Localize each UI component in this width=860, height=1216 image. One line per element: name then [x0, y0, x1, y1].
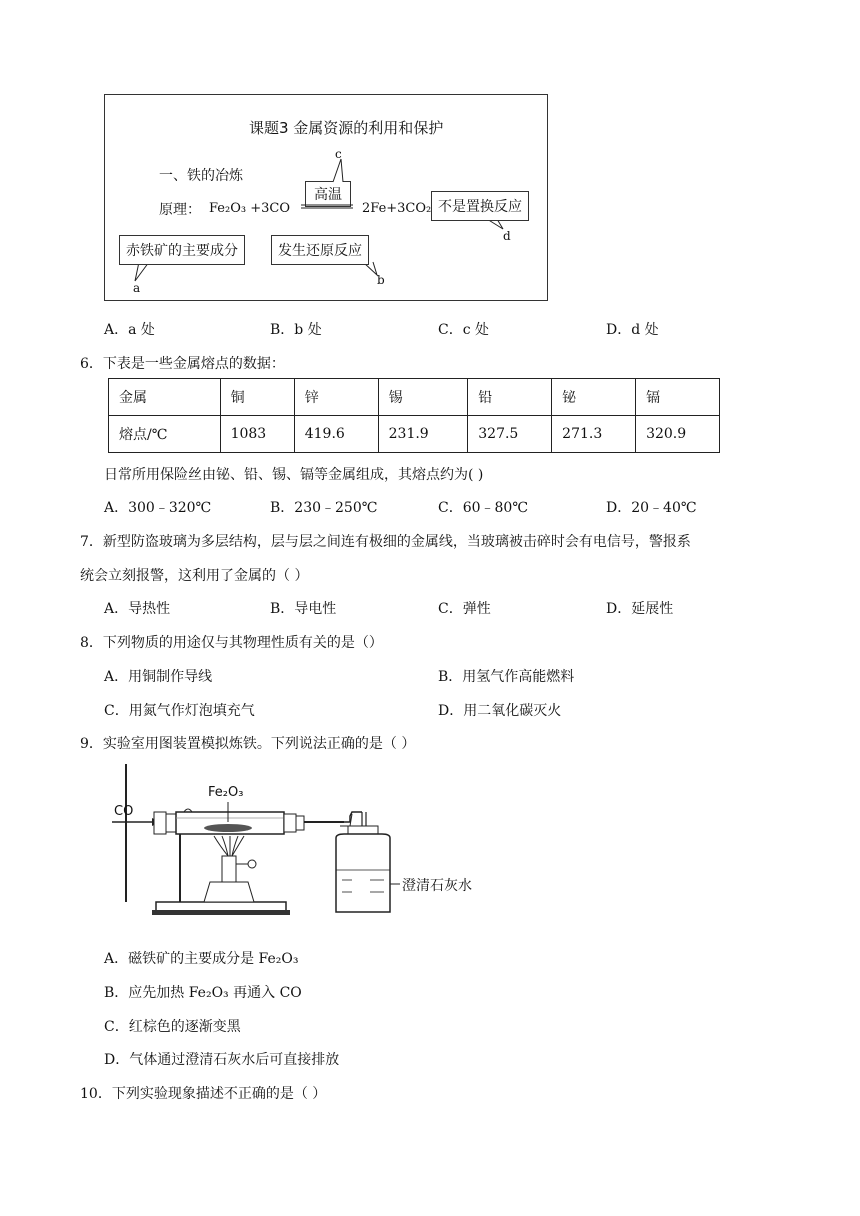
q7-line2: 统会立刻报警，这利用了金属的（ ）: [80, 568, 309, 584]
q10-stem: 10．下列实验现象描述不正确的是（ ）: [80, 1086, 327, 1102]
q7-option-a: A．导热性: [104, 601, 171, 617]
letter-c: c: [335, 147, 342, 161]
letter-d: d: [503, 229, 511, 243]
q7-line1: 7．新型防盗玻璃为多层结构，层与层之间连有极细的金属线，当玻璃被击碎时会有电信号，警报系: [80, 534, 691, 550]
table-cell: 231.9: [378, 416, 468, 453]
table-cell: 铋: [552, 379, 636, 416]
q8-stem: 8．下列物质的用途仅与其物理性质有关的是（）: [80, 635, 383, 651]
letter-a: a: [133, 281, 141, 295]
table-cell: 金属: [109, 379, 221, 416]
notes-figure: [104, 94, 548, 301]
note-b: 发生还原反应: [271, 235, 369, 265]
q8-option-d: D．用二氧化碳灭火: [438, 703, 562, 719]
table-cell: 镉: [636, 379, 720, 416]
q9-option-b: B．应先加热 Fe₂O₃ 再通入 CO: [104, 985, 302, 1001]
q6-option-a: A．300﹣320℃: [104, 500, 212, 516]
q6-option-b: B．230﹣250℃: [270, 500, 378, 516]
condition-box: 高温: [305, 181, 351, 207]
q6-option-d: D．20﹣40℃: [606, 500, 697, 516]
table-row: [109, 379, 720, 416]
table-cell: 320.9: [636, 416, 720, 453]
apparatus-drawing: [104, 752, 484, 922]
q5-option-a: A．a 处: [104, 322, 155, 338]
q9-option-d: D．气体通过澄清石灰水后可直接排放: [104, 1052, 340, 1068]
pointer-c: [333, 159, 343, 182]
q8-option-b: B．用氢气作高能燃料: [438, 669, 575, 685]
principle-label: 原理：: [159, 202, 201, 218]
q9-option-a: A．磁铁矿的主要成分是 Fe₂O₃: [104, 951, 299, 967]
q5-option-b: B．b 处: [270, 322, 322, 338]
q7-option-b: B．导电性: [270, 601, 337, 617]
table-cell: 铅: [468, 379, 552, 416]
note-a: 赤铁矿的主要成分: [119, 235, 245, 265]
fe2o3-label: Fe₂O₃: [208, 785, 244, 800]
q6-stem: 6．下表是一些金属熔点的数据：: [80, 356, 285, 372]
figure-section: 一、铁的冶炼: [159, 168, 243, 184]
q6-question: 日常所用保险丝由铋、铅、锡、镉等金属组成，其熔点约为( ): [104, 467, 484, 483]
q7-option-d: D．延展性: [606, 601, 674, 617]
figure-title: 课题3 金属资源的利用和保护: [249, 119, 444, 137]
q5-option-c: C．c 处: [438, 322, 490, 338]
limewater-label: 澄清石灰水: [402, 878, 472, 894]
q9-option-c: C．红棕色的逐渐变黑: [104, 1019, 241, 1035]
q9-stem: 9．实验室用图装置模拟炼铁。下列说法正确的是（ ）: [80, 736, 416, 752]
q5-option-d: D．d 处: [606, 322, 659, 338]
co-label: CO: [114, 804, 134, 819]
table-cell: 锌: [294, 379, 378, 416]
table-cell: 1083: [220, 416, 294, 453]
table-cell: 327.5: [468, 416, 552, 453]
q6-option-c: C．60﹣80℃: [438, 500, 529, 516]
table-cell: 铜: [220, 379, 294, 416]
table-cell: 271.3: [552, 416, 636, 453]
equation-products: 2Fe+3CO₂: [362, 201, 432, 216]
table-cell: 锡: [378, 379, 468, 416]
melting-point-table: [108, 378, 720, 453]
table-cell: 熔点/℃: [109, 416, 221, 453]
table-cell: 419.6: [294, 416, 378, 453]
equation-reactants: Fe₂O₃ +3CO: [209, 201, 290, 216]
letter-b: b: [377, 273, 385, 287]
q8-option-a: A．用铜制作导线: [104, 669, 213, 685]
iron-smelting-apparatus: [104, 752, 484, 922]
note-d: 不是置换反应: [431, 191, 529, 221]
q8-option-c: C．用氮气作灯泡填充气: [104, 703, 255, 719]
q7-option-c: C．弹性: [438, 601, 491, 617]
table-row: [109, 416, 720, 453]
